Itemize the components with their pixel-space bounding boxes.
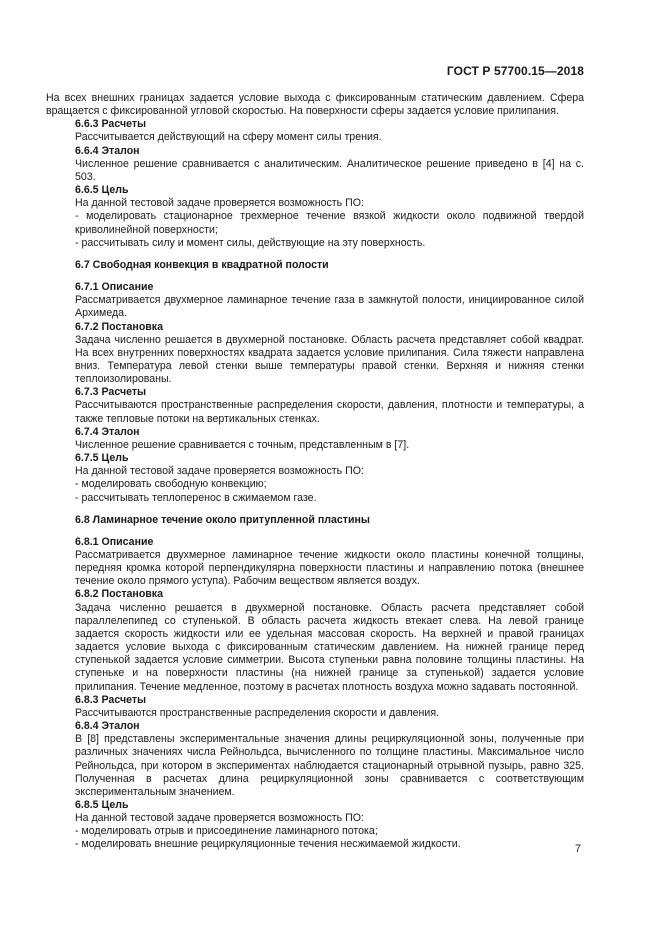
paragraph: На данной тестовой задаче проверяется возможность ПО:: [75, 812, 364, 825]
paragraph: Рассчитываются пространственные распределения скорости и давления.: [75, 706, 439, 719]
paragraph: Задача численно решается в двухмерной постановке. Область расчета представляет собой параллелепипед со ступенькой. В область расчета жидкость втекает слева. На левой границе задается скорость жидкости или ее удельная массовая скорость. На верхней и правой границах задается условие выхода с фиксированным статическим давлением. На нижней границе перед ступенькой задается условие симметрии. Высота ступеньки равна половине толщины пластины. На ступеньке и на поверхности пластины (на нижней границе за ступенькой) задается условие прилипания. Течение медленное, поэтому в расчетах плотность воздуха можно задавать постоянной.: [75, 601, 584, 693]
subsection-heading: 6.7.5 Цель: [75, 452, 129, 465]
paragraph: Численное решение сравнивается с аналитическим. Аналитическое решение приведено в [4] на с. 503.: [75, 157, 584, 183]
paragraph: Рассчитывается действующий на сферу момент силы трения.: [75, 131, 382, 144]
paragraph: Численное решение сравнивается с точным, представленным в [7].: [75, 438, 410, 451]
section-heading: 6.8 Ламинарное течение около притупленной пластины: [75, 513, 370, 526]
list-item: - моделировать отрыв и присоединение ламинарного потока;: [46, 825, 584, 838]
document-code: ГОСТ Р 57700.15—2018: [446, 64, 584, 78]
subsection-heading: 6.8.4 Эталон: [75, 720, 140, 733]
paragraph: Рассчитываются пространственные распределения скорости, давления, плотности и температуры, а также тепловые потоки на вертикальных стенках.: [75, 399, 584, 425]
page-content: [46, 92, 584, 852]
subsection-heading: 6.8.3 Расчеты: [75, 693, 147, 706]
subsection-heading: 6.7.2 Постановка: [75, 320, 163, 333]
subsection-heading: 6.8.2 Постановка: [75, 588, 163, 601]
paragraph: Задача численно решается в двухмерной постановке. Область расчета представляет собой квадрат. На всех внутренних поверхностях квадрата задается условие прилипания. Сила тяжести направлена вниз. Температура левой стенки выше температуры правой стенки. Верхняя и нижняя стенки теплоизолированы.: [75, 333, 584, 386]
list-item: - моделировать стационарное трехмерное течение вязкой жидкости около подвижной твердой криволинейной поверхности;: [46, 210, 584, 236]
subsection-heading: 6.6.5 Цель: [75, 184, 129, 197]
paragraph: Рассматривается двухмерное ламинарное течение жидкости около пластины конечной толщины, передняя кромка которой перпендикулярна поверхности пластины и направлению потока (внешнее течение около прямого уступа). Рабочим веществом является воздух.: [75, 549, 584, 588]
paragraph: На данной тестовой задаче проверяется возможность ПО:: [75, 465, 364, 478]
paragraph: В [8] представлены экспериментальные значения длины рециркуляционной зоны, полученные при различных значениях числа Рейнольдса, вычисленного по толщине пластины. Максимальное число Рейнольдса, при котором в экспериментах наблюдается стационарный отрывной пузырь, равно 325. Полученная в расчетах длина рециркуляционной зоны сравнивается с соответствующим экспериментальным значением.: [75, 733, 584, 798]
list-item: - рассчитывать силу и момент силы, действующие на эту поверхность.: [46, 237, 584, 250]
subsection-heading: 6.7.3 Расчеты: [75, 386, 147, 399]
subsection-heading: 6.7.1 Описание: [75, 281, 154, 294]
subsection-heading: 6.6.4 Эталон: [75, 144, 140, 157]
list-item: - моделировать внешние рециркуляционные течения несжимаемой жидкости.: [46, 838, 584, 851]
paragraph: Рассматривается двухмерное ламинарное течение газа в замкнутой полости, инициированное силой Архимеда.: [75, 294, 584, 320]
page-number: 7: [574, 843, 581, 855]
subsection-heading: 6.7.4 Эталон: [75, 425, 140, 438]
subsection-heading: 6.8.1 Описание: [75, 535, 154, 548]
section-heading: 6.7 Свободная конвекция в квадратной полости: [75, 258, 329, 271]
paragraph: На данной тестовой задаче проверяется возможность ПО:: [75, 197, 364, 210]
list-item: - рассчитывать теплоперенос в сжимаемом газе.: [46, 492, 584, 505]
list-item: - моделировать свободную конвекцию;: [46, 478, 584, 491]
subsection-heading: 6.8.5 Цель: [75, 798, 129, 811]
paragraph: На всех внешних границах задается условие выхода с фиксированным статическим давлением. Сфера вращается с фиксированной угловой скоростью. На поверхности сферы задается условие прилипания.: [46, 92, 584, 118]
subsection-heading: 6.6.3 Расчеты: [75, 118, 147, 131]
